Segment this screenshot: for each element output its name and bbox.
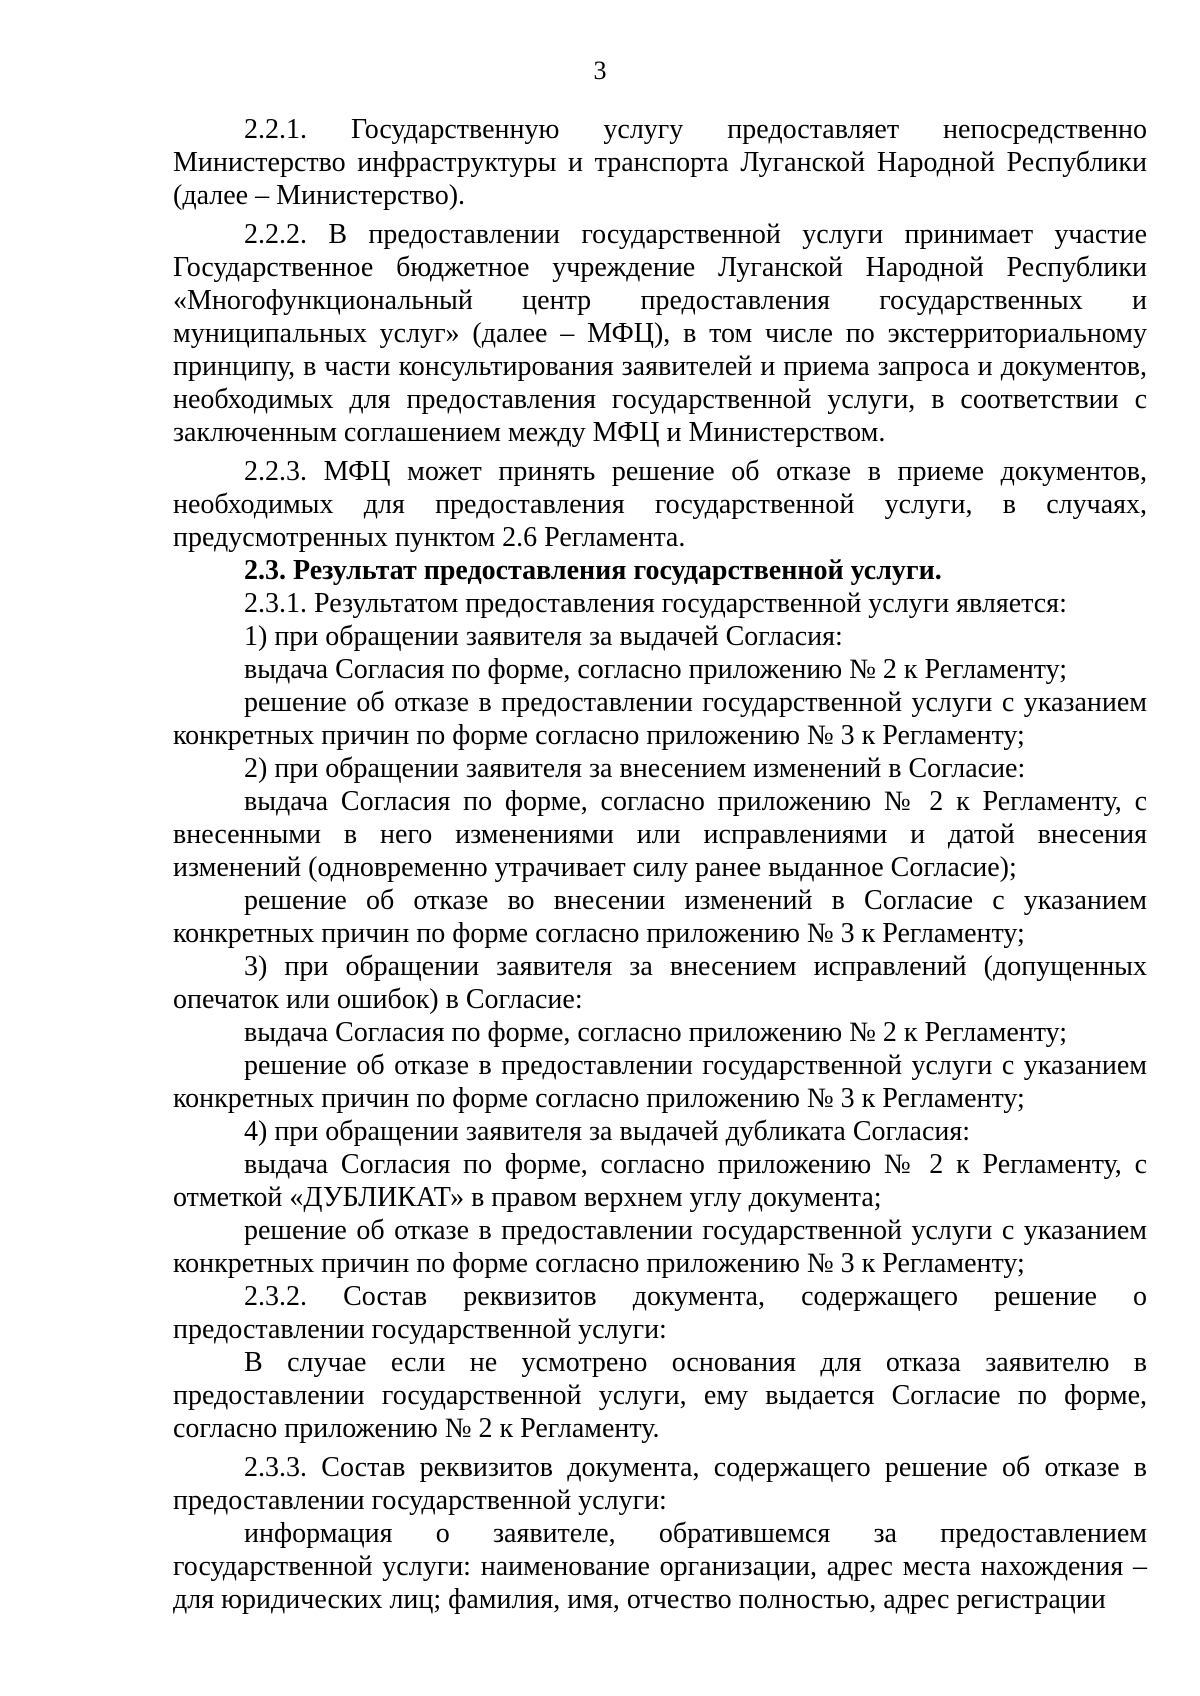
- paragraph-2-3-2-body: В случае если не усмотрено основания для отказа заявителю в предоставлении государственной услуги, ему выдается Согласие по форме, согласно приложению № 2 к Регламенту.: [173, 1347, 1147, 1444]
- list-item-2-issue: выдача Согласия по форме, согласно приложению № 2 к Регламенту, с внесенными в него изменениями или исправлениями и датой внесения изменений (одновременно утрачивает силу ранее выданное Согласие);: [173, 786, 1147, 883]
- list-item-1-refusal: решение об отказе в предоставлении государственной услуги с указанием конкретных причин по форме согласно приложению № 3 к Регламенту;: [173, 687, 1147, 751]
- list-item-1: 1) при обращении заявителя за выдачей Согласия:: [244, 621, 843, 652]
- document-body: [173, 113, 1147, 1616]
- paragraph-2-3-1: 2.3.1. Результатом предоставления государственной услуги является:: [244, 588, 1067, 619]
- list-item-1-issue: выдача Согласия по форме, согласно приложению № 2 к Регламенту;: [244, 654, 1068, 685]
- paragraph-2-3-3: 2.3.3. Состав реквизитов документа, содержащего решение об отказе в предоставлении государственной услуги:: [173, 1452, 1147, 1516]
- list-item-2-refusal: решение об отказе во внесении изменений в Согласие с указанием конкретных причин по форме согласно приложению № 3 к Регламенту;: [173, 885, 1147, 949]
- list-item-3-refusal: решение об отказе в предоставлении государственной услуги с указанием конкретных причин по форме согласно приложению № 3 к Регламенту;: [173, 1050, 1147, 1114]
- list-item-4-refusal: решение об отказе в предоставлении государственной услуги с указанием конкретных причин по форме согласно приложению № 3 к Регламенту;: [173, 1215, 1147, 1279]
- paragraph-2-2-3: 2.2.3. МФЦ может принять решение об отказе в приеме документов, необходимых для предоставления государственной услуги, в случаях, предусмотренных пунктом 2.6 Регламента.: [173, 456, 1147, 553]
- paragraph-2-2-1: 2.2.1. Государственную услугу предоставляет непосредственно Министерство инфраструктуры и транспорта Луганской Народной Республики (далее – Министерство).: [173, 114, 1147, 211]
- section-heading-2-3: 2.3. Результат предоставления государственной услуги.: [244, 555, 942, 586]
- paragraph-2-3-3-body: информация о заявителе, обратившемся за предоставлением государственной услуги: наименование организации, адрес места нахождения – для юридических лиц; фамилия, имя, отчество полностью, адрес регистрации: [173, 1518, 1147, 1615]
- list-item-2: 2) при обращении заявителя за внесением изменений в Согласие:: [244, 753, 1026, 784]
- list-item-4: 4) при обращении заявителя за выдачей дубликата Согласия:: [244, 1116, 971, 1147]
- list-item-3-issue: выдача Согласия по форме, согласно приложению № 2 к Регламенту;: [244, 1017, 1068, 1048]
- paragraph-2-2-2: 2.2.2. В предоставлении государственной услуги принимает участие Государственное бюджетное учреждение Луганской Народной Республики «Многофункциональный центр предоставления государственных и муниципальных услуг» (далее – МФЦ), в том числе по экстерриториальному принципу, в части консультирования заявителей и приема запроса и документов, необходимых для предоставления государственной услуги, в соответствии с заключенным соглашением между МФЦ и Министерством.: [173, 219, 1147, 448]
- list-item-4-issue: выдача Согласия по форме, согласно приложению № 2 к Регламенту, с отметкой «ДУБЛИКАТ» в правом верхнем углу документа;: [173, 1149, 1147, 1213]
- list-item-3: 3) при обращении заявителя за внесением исправлений (допущенных опечаток или ошибок) в Согласие:: [173, 951, 1147, 1015]
- paragraph-2-3-2: 2.3.2. Состав реквизитов документа, содержащего решение о предоставлении государственной услуги:: [173, 1281, 1147, 1345]
- page-number: 3: [593, 56, 607, 85]
